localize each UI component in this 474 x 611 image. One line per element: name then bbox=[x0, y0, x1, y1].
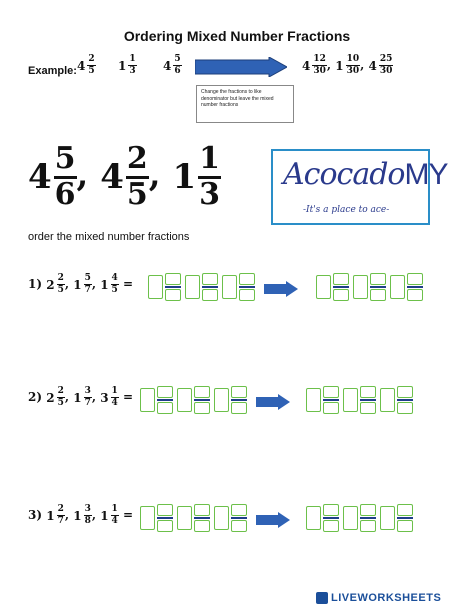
question-3-unordered-whole-input[interactable] bbox=[177, 506, 192, 530]
fraction-bar bbox=[370, 286, 386, 288]
question-1-ordered bbox=[316, 273, 423, 301]
question-2-unordered-denominator-input[interactable] bbox=[231, 402, 247, 414]
example-note: Change the fractions to like denominator but leave the mixed number fractions bbox=[196, 85, 294, 123]
question-2-problem: 2) 2 $\frac{2}{5}$ , 1 $\frac{3}{7}$ , 3 $\frac{1}{4}$ = bbox=[28, 386, 134, 408]
example-given-2: 1 $\frac{1}{3}$ bbox=[118, 54, 136, 76]
fraction-bar bbox=[360, 399, 376, 401]
question-2-unordered-numerator-input[interactable] bbox=[231, 386, 247, 398]
question-1-unordered bbox=[148, 273, 255, 301]
question-2-unordered-numerator-input[interactable] bbox=[194, 386, 210, 398]
big-example: 4 $\frac{5}{6}$ , 4 $\frac{2}{5}$ , 1 $\frac{1}{3}$ bbox=[28, 141, 221, 212]
question-2-ordered-numerator-input[interactable] bbox=[397, 386, 413, 398]
question-3-unordered-denominator-input[interactable] bbox=[194, 520, 210, 532]
question-3-problem: 3) 1 $\frac{2}{7}$ , 1 $\frac{3}{8}$ , 1 $\frac{1}{4}$ = bbox=[28, 504, 134, 526]
question-1-ordered-whole-input[interactable] bbox=[390, 275, 405, 299]
question-3-unordered-numerator-input[interactable] bbox=[231, 504, 247, 516]
question-1-unordered-numerator-input[interactable] bbox=[239, 273, 255, 285]
question-2-ordered-numerator-input[interactable] bbox=[323, 386, 339, 398]
question-1-ordered-numerator-input[interactable] bbox=[370, 273, 386, 285]
example-label: Example: bbox=[28, 65, 77, 77]
question-3-ordered-whole-input[interactable] bbox=[306, 506, 321, 530]
question-1-unordered-whole-input[interactable] bbox=[148, 275, 163, 299]
fraction-bar bbox=[407, 286, 423, 288]
question-3-ordered-numerator-input[interactable] bbox=[323, 504, 339, 516]
right-arrow-icon bbox=[264, 281, 298, 297]
fraction-bar bbox=[165, 286, 181, 288]
question-1-unordered-fraction bbox=[165, 273, 181, 301]
question-1-unordered-fraction bbox=[202, 273, 218, 301]
liveworksheets-icon bbox=[316, 592, 328, 604]
footer-brand: LIVEWORKSHEETS bbox=[316, 592, 441, 604]
question-3-unordered-numerator-input[interactable] bbox=[157, 504, 173, 516]
question-3-unordered-whole-input[interactable] bbox=[140, 506, 155, 530]
question-1-unordered-denominator-input[interactable] bbox=[165, 289, 181, 301]
question-3-unordered-fraction bbox=[157, 504, 173, 532]
question-1-ordered-denominator-input[interactable] bbox=[370, 289, 386, 301]
fraction-bar bbox=[333, 286, 349, 288]
fraction-bar bbox=[194, 399, 210, 401]
question-2-ordered bbox=[306, 386, 413, 414]
fraction-bar bbox=[202, 286, 218, 288]
question-3-ordered-whole-input[interactable] bbox=[343, 506, 358, 530]
question-2-ordered-denominator-input[interactable] bbox=[323, 402, 339, 414]
fraction-bar bbox=[360, 517, 376, 519]
fraction-bar bbox=[157, 399, 173, 401]
question-1-unordered-fraction bbox=[239, 273, 255, 301]
question-1-problem: 1) 2 $\frac{2}{5}$ , 1 $\frac{5}{7}$ , 1 $\frac{4}{5}$ = bbox=[28, 273, 134, 295]
page-title: Ordering Mixed Number Fractions bbox=[123, 28, 351, 44]
question-3-unordered-numerator-input[interactable] bbox=[194, 504, 210, 516]
question-3-ordered-denominator-input[interactable] bbox=[397, 520, 413, 532]
right-arrow-icon bbox=[256, 512, 290, 528]
question-3-unordered-denominator-input[interactable] bbox=[157, 520, 173, 532]
example-result: 4 $\frac{12}{30}$ , 1 $\frac{10}{30}$ , 4 $\frac{25}{30}$ bbox=[302, 54, 393, 76]
question-3-unordered-whole-input[interactable] bbox=[214, 506, 229, 530]
instruction-text: order the mixed number fractions bbox=[28, 231, 190, 243]
question-3-ordered-numerator-input[interactable] bbox=[397, 504, 413, 516]
fraction-bar bbox=[194, 517, 210, 519]
fraction-bar bbox=[231, 517, 247, 519]
fraction-bar bbox=[397, 399, 413, 401]
example-arrow-icon bbox=[195, 57, 287, 77]
question-2-ordered-fraction bbox=[360, 386, 376, 414]
fraction-bar bbox=[231, 399, 247, 401]
question-2-unordered-fraction bbox=[231, 386, 247, 414]
example-given-3: 4 $\frac{5}{6}$ bbox=[163, 54, 181, 76]
question-1-ordered-whole-input[interactable] bbox=[353, 275, 368, 299]
question-2-unordered-fraction bbox=[157, 386, 173, 414]
question-1-ordered-fraction bbox=[370, 273, 386, 301]
question-3-ordered-denominator-input[interactable] bbox=[360, 520, 376, 532]
fraction-bar bbox=[323, 517, 339, 519]
question-1-ordered-fraction bbox=[333, 273, 349, 301]
fraction-bar bbox=[397, 517, 413, 519]
question-1-unordered-whole-input[interactable] bbox=[222, 275, 237, 299]
question-3-ordered-fraction bbox=[323, 504, 339, 532]
fraction-bar bbox=[323, 399, 339, 401]
fraction-bar bbox=[157, 517, 173, 519]
fraction-bar bbox=[239, 286, 255, 288]
question-1-ordered-numerator-input[interactable] bbox=[333, 273, 349, 285]
question-3-unordered-denominator-input[interactable] bbox=[231, 520, 247, 532]
question-2-ordered-denominator-input[interactable] bbox=[360, 402, 376, 414]
question-1-ordered-denominator-input[interactable] bbox=[407, 289, 423, 301]
question-2-ordered-fraction bbox=[397, 386, 413, 414]
question-1-unordered-numerator-input[interactable] bbox=[165, 273, 181, 285]
question-1-ordered-whole-input[interactable] bbox=[316, 275, 331, 299]
question-2-ordered-whole-input[interactable] bbox=[343, 388, 358, 412]
question-3-ordered-fraction bbox=[360, 504, 376, 532]
question-1-unordered-whole-input[interactable] bbox=[185, 275, 200, 299]
question-2-unordered-whole-input[interactable] bbox=[177, 388, 192, 412]
question-1-unordered-numerator-input[interactable] bbox=[202, 273, 218, 285]
question-1-unordered-denominator-input[interactable] bbox=[239, 289, 255, 301]
example-given-1: 4 $\frac{2}{5}$ bbox=[77, 54, 95, 76]
question-2-unordered bbox=[140, 386, 247, 414]
question-2-unordered-numerator-input[interactable] bbox=[157, 386, 173, 398]
logo-tagline: -It's a place to ace- bbox=[303, 205, 390, 215]
question-3-ordered-numerator-input[interactable] bbox=[360, 504, 376, 516]
question-3-unordered-fraction bbox=[231, 504, 247, 532]
question-2-unordered-whole-input[interactable] bbox=[140, 388, 155, 412]
question-3-ordered bbox=[306, 504, 413, 532]
question-1-ordered-numerator-input[interactable] bbox=[407, 273, 423, 285]
question-1-ordered-denominator-input[interactable] bbox=[333, 289, 349, 301]
question-3-ordered-fraction bbox=[397, 504, 413, 532]
question-3-ordered-whole-input[interactable] bbox=[380, 506, 395, 530]
question-1-ordered-fraction bbox=[407, 273, 423, 301]
right-arrow-icon bbox=[256, 394, 290, 410]
logo bbox=[271, 149, 448, 225]
question-2-unordered-fraction bbox=[194, 386, 210, 414]
question-3-unordered bbox=[140, 504, 247, 532]
question-2-ordered-whole-input[interactable] bbox=[306, 388, 321, 412]
question-3-unordered-fraction bbox=[194, 504, 210, 532]
question-3-ordered-denominator-input[interactable] bbox=[323, 520, 339, 532]
question-2-unordered-whole-input[interactable] bbox=[214, 388, 229, 412]
question-2-unordered-denominator-input[interactable] bbox=[194, 402, 210, 414]
question-2-ordered-denominator-input[interactable] bbox=[397, 402, 413, 414]
question-1-unordered-denominator-input[interactable] bbox=[202, 289, 218, 301]
question-2-ordered-numerator-input[interactable] bbox=[360, 386, 376, 398]
logo-brand: AcocadoMY bbox=[283, 157, 448, 192]
question-2-ordered-fraction bbox=[323, 386, 339, 414]
question-2-ordered-whole-input[interactable] bbox=[380, 388, 395, 412]
question-2-unordered-denominator-input[interactable] bbox=[157, 402, 173, 414]
